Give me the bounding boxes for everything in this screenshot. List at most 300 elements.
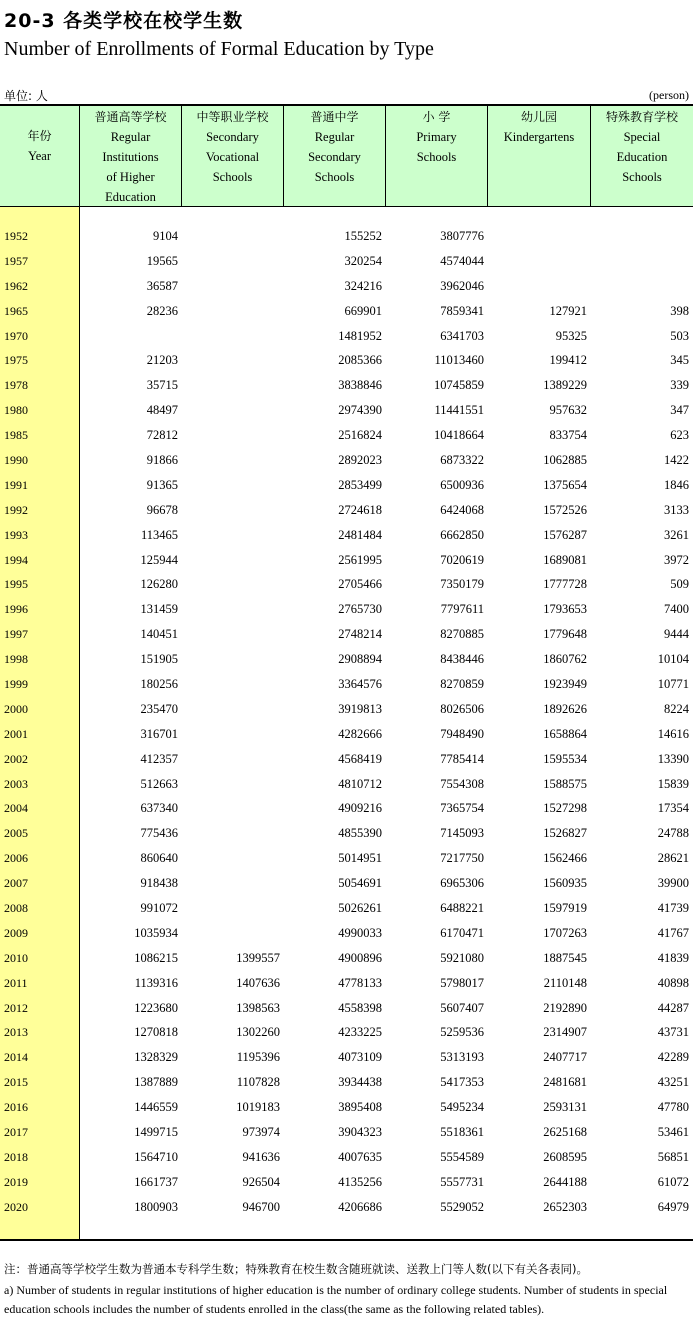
- value-cell: 1139316: [134, 975, 178, 990]
- value-cell: 1658864: [543, 726, 587, 741]
- value-cell: 1407636: [236, 975, 280, 990]
- value-cell: 3919813: [338, 701, 382, 716]
- value-cell: 3934438: [338, 1075, 382, 1090]
- value-cell: 39900: [657, 876, 689, 891]
- value-cell: 4810712: [338, 776, 382, 791]
- value-cell: 8224: [664, 701, 689, 716]
- value-cell: 1062885: [543, 452, 587, 467]
- year-cell: 2007: [4, 876, 28, 891]
- year-cell: 1991: [4, 477, 28, 492]
- table-row: [0, 1195, 693, 1220]
- value-cell: 946700: [242, 1199, 280, 1214]
- table-body: [0, 224, 693, 1220]
- value-cell: 6500936: [440, 477, 484, 492]
- value-cell: 5529052: [440, 1199, 484, 1214]
- value-cell: 43731: [657, 1025, 689, 1040]
- year-cell: 2008: [4, 900, 28, 915]
- value-cell: 503: [670, 328, 689, 343]
- column-header-cn: 普通高等学校: [94, 110, 167, 124]
- value-cell: 199412: [549, 353, 587, 368]
- column-header-en: Schools: [314, 170, 355, 184]
- value-cell: 5518361: [440, 1125, 484, 1139]
- value-cell: 941636: [242, 1149, 280, 1164]
- value-cell: 3838846: [338, 378, 382, 393]
- table-row: [0, 473, 693, 498]
- value-cell: 151905: [140, 652, 178, 667]
- value-cell: 2853499: [338, 477, 382, 492]
- value-cell: 1564710: [134, 1149, 178, 1164]
- value-cell: 7797611: [440, 602, 484, 617]
- year-cell: 2004: [4, 801, 28, 816]
- value-cell: 7859341: [440, 303, 484, 318]
- year-cell: 2014: [4, 1050, 28, 1065]
- value-cell: 1302260: [236, 1025, 280, 1040]
- value-cell: 1499715: [134, 1125, 178, 1139]
- value-cell: 6170471: [440, 925, 484, 940]
- value-cell: 7785414: [440, 751, 484, 766]
- column-header-2: [182, 106, 284, 206]
- table-header: [0, 106, 693, 207]
- value-cell: 21203: [146, 353, 178, 368]
- value-cell: 3807776: [440, 228, 484, 243]
- value-cell: 1800903: [134, 1199, 178, 1214]
- value-cell: 1195396: [236, 1050, 280, 1065]
- year-cell: 1962: [4, 278, 28, 293]
- year-cell: 2009: [4, 925, 28, 940]
- value-cell: 1779648: [543, 627, 587, 642]
- value-cell: 4909216: [338, 801, 382, 816]
- value-cell: 3364576: [338, 676, 382, 691]
- value-cell: 973974: [242, 1125, 280, 1139]
- year-cell: 2000: [4, 701, 28, 716]
- value-cell: 3904323: [338, 1125, 382, 1139]
- value-cell: 6965306: [440, 876, 484, 891]
- value-cell: 1777728: [543, 577, 587, 592]
- value-cell: 235470: [140, 701, 178, 716]
- column-header-en: Regular: [110, 130, 151, 144]
- year-cell: 1997: [4, 627, 28, 642]
- value-cell: 1481952: [338, 328, 382, 343]
- year-cell: 2020: [4, 1199, 28, 1214]
- value-cell: 10104: [657, 652, 689, 667]
- column-header-5: [488, 106, 591, 206]
- year-cell: 1970: [4, 328, 28, 343]
- value-cell: 512663: [140, 776, 178, 791]
- value-cell: 1526827: [543, 826, 587, 841]
- value-cell: 324216: [344, 278, 382, 293]
- year-cell: 2012: [4, 1000, 28, 1015]
- year-cell: 2006: [4, 851, 28, 866]
- value-cell: 3261: [664, 527, 689, 542]
- table-row: [0, 572, 693, 597]
- value-cell: 2593131: [543, 1100, 587, 1115]
- value-cell: 64979: [657, 1199, 689, 1214]
- value-cell: 4135256: [338, 1174, 382, 1189]
- value-cell: 36587: [146, 278, 178, 293]
- value-cell: 4282666: [338, 726, 382, 741]
- value-cell: 28621: [657, 851, 689, 866]
- value-cell: 2110148: [543, 975, 587, 990]
- value-cell: 13390: [657, 751, 689, 766]
- table-row: [0, 821, 693, 846]
- table-row: [0, 249, 693, 274]
- value-cell: 2974390: [338, 403, 382, 418]
- table-row: [0, 448, 693, 473]
- value-cell: 3895408: [338, 1100, 382, 1115]
- table-row: [0, 597, 693, 622]
- year-cell: 1980: [4, 403, 28, 418]
- column-header-4: [386, 106, 488, 206]
- value-cell: 10771: [657, 676, 689, 691]
- table-row: [0, 348, 693, 373]
- column-header-en: Institutions: [102, 150, 159, 164]
- value-cell: 5557731: [440, 1174, 484, 1189]
- year-cell: 1998: [4, 652, 28, 667]
- year-cell: 2016: [4, 1100, 28, 1115]
- table-row: [0, 747, 693, 772]
- value-cell: 6873322: [440, 452, 484, 467]
- value-cell: 35715: [146, 378, 178, 393]
- value-cell: 126280: [140, 577, 178, 592]
- column-header-en: Vocational: [205, 150, 260, 164]
- value-cell: 91866: [146, 452, 178, 467]
- value-cell: 24788: [657, 826, 689, 841]
- value-cell: 8270859: [440, 676, 484, 691]
- table-row: [0, 1170, 693, 1195]
- value-cell: 47780: [657, 1100, 689, 1115]
- value-cell: 7554308: [440, 776, 484, 791]
- column-header-en: of Higher: [106, 170, 155, 184]
- value-cell: 1661737: [134, 1174, 178, 1189]
- year-cell: 2015: [4, 1075, 28, 1090]
- value-cell: 6488221: [440, 900, 484, 915]
- value-cell: 96678: [146, 502, 178, 517]
- value-cell: 180256: [140, 676, 178, 691]
- year-cell: 1992: [4, 502, 28, 517]
- value-cell: 412357: [140, 751, 178, 766]
- column-header-cn: 小 学: [422, 110, 451, 124]
- year-cell: 1985: [4, 428, 28, 443]
- footnote-cn: 注：普通高等学校学生数为普通本专科学生数；特殊教育在校生数含随班就读、送教上门等人数(以下有关各表同)。: [4, 1262, 588, 1276]
- value-cell: 42289: [657, 1050, 689, 1065]
- value-cell: 2644188: [543, 1174, 587, 1189]
- value-cell: 2625168: [543, 1125, 587, 1139]
- year-cell: 1952: [4, 228, 28, 243]
- year-cell: 2002: [4, 751, 28, 766]
- value-cell: 15839: [657, 776, 689, 791]
- column-header-en: Primary: [416, 130, 457, 144]
- value-cell: 5798017: [440, 975, 484, 990]
- value-cell: 2481681: [543, 1075, 587, 1090]
- table-row: [0, 373, 693, 398]
- value-cell: 1035934: [134, 925, 178, 940]
- value-cell: 1689081: [543, 552, 587, 567]
- table-bottom-rule: [0, 1239, 693, 1241]
- value-cell: 4206686: [338, 1199, 382, 1214]
- value-cell: 1399557: [236, 950, 280, 965]
- value-cell: 957632: [549, 403, 587, 418]
- year-cell: 1994: [4, 552, 28, 567]
- value-cell: 775436: [140, 826, 178, 841]
- year-cell: 1990: [4, 452, 28, 467]
- value-cell: 1422: [664, 452, 689, 467]
- table-row: [0, 274, 693, 299]
- table-row: [0, 946, 693, 971]
- value-cell: 5259536: [440, 1025, 484, 1040]
- value-cell: 833754: [549, 428, 587, 443]
- value-cell: 2908894: [338, 652, 382, 667]
- table-row: [0, 896, 693, 921]
- table-row: [0, 548, 693, 573]
- column-header-en: Education: [105, 190, 156, 204]
- value-cell: 1398563: [236, 1000, 280, 1015]
- year-cell: 2003: [4, 776, 28, 791]
- column-header-en: Education: [616, 150, 668, 164]
- value-cell: 1086215: [134, 950, 178, 965]
- table-row: [0, 796, 693, 821]
- value-cell: 3972: [664, 552, 689, 567]
- value-cell: 2516824: [338, 428, 382, 443]
- value-cell: 61072: [657, 1174, 689, 1189]
- value-cell: 5554589: [440, 1149, 484, 1164]
- value-cell: 11441551: [434, 403, 484, 418]
- value-cell: 91365: [146, 477, 178, 492]
- value-cell: 2561995: [338, 552, 382, 567]
- column-header-en: Kindergartens: [503, 130, 575, 144]
- value-cell: 7217750: [440, 851, 484, 866]
- value-cell: 4900896: [338, 950, 382, 965]
- value-cell: 5313193: [440, 1050, 484, 1065]
- value-cell: 2748214: [338, 627, 382, 642]
- value-cell: 1560935: [543, 876, 587, 891]
- table-row: [0, 1120, 693, 1145]
- column-header-en: Schools: [212, 170, 253, 184]
- value-cell: 17354: [657, 801, 689, 816]
- value-cell: 7350179: [440, 577, 484, 592]
- value-cell: 316701: [140, 726, 178, 741]
- value-cell: 926504: [242, 1174, 280, 1189]
- value-cell: 623: [670, 428, 689, 443]
- value-cell: 5417353: [440, 1075, 484, 1090]
- value-cell: 2407717: [543, 1050, 587, 1065]
- year-cell: 1993: [4, 527, 28, 542]
- value-cell: 1576287: [543, 527, 587, 542]
- value-cell: 7365754: [440, 801, 484, 816]
- value-cell: 2892023: [338, 452, 382, 467]
- value-cell: 339: [670, 378, 689, 393]
- value-cell: 5014951: [338, 851, 382, 866]
- value-cell: 4574044: [440, 253, 484, 268]
- table-row: [0, 523, 693, 548]
- value-cell: 1527298: [543, 801, 587, 816]
- column-header-en: Schools: [622, 170, 662, 184]
- value-cell: 509: [670, 577, 689, 592]
- value-cell: 44287: [657, 1000, 689, 1015]
- table-row: [0, 1095, 693, 1120]
- column-header-cn: 中等职业学校: [196, 110, 269, 124]
- table-row: [0, 398, 693, 423]
- column-header-cn: 幼儿园: [520, 110, 557, 124]
- value-cell: 5495234: [440, 1100, 484, 1115]
- page-title-en: Number of Enrollments of Formal Education by Type: [4, 38, 434, 60]
- table-row: [0, 324, 693, 349]
- value-cell: 5607407: [440, 1000, 484, 1015]
- value-cell: 669901: [344, 303, 382, 318]
- value-cell: 1270818: [134, 1025, 178, 1040]
- value-cell: 40898: [657, 975, 689, 990]
- value-cell: 4568419: [338, 751, 382, 766]
- value-cell: 7400: [664, 602, 689, 617]
- value-cell: 1223680: [134, 1000, 178, 1015]
- value-cell: 155252: [344, 228, 382, 243]
- value-cell: 2608595: [543, 1149, 587, 1164]
- value-cell: 2192890: [543, 1000, 587, 1015]
- value-cell: 1892626: [543, 701, 587, 716]
- value-cell: 41839: [657, 950, 689, 965]
- value-cell: 8270885: [440, 627, 484, 642]
- value-cell: 11013460: [434, 353, 484, 368]
- value-cell: 19565: [146, 253, 178, 268]
- value-cell: 2481484: [338, 527, 382, 542]
- table-row: [0, 772, 693, 797]
- year-cell: 2005: [4, 826, 28, 841]
- value-cell: 1597919: [543, 900, 587, 915]
- value-cell: 918438: [140, 876, 178, 891]
- value-cell: 53461: [657, 1125, 689, 1139]
- table-row: [0, 1070, 693, 1095]
- table-row: [0, 971, 693, 996]
- year-cell: 2018: [4, 1149, 28, 1164]
- table-row: [0, 1021, 693, 1046]
- value-cell: 1328329: [134, 1050, 178, 1065]
- value-cell: 72812: [146, 428, 178, 443]
- value-cell: 9444: [664, 627, 689, 642]
- value-cell: 3962046: [440, 278, 484, 293]
- value-cell: 8438446: [440, 652, 484, 667]
- value-cell: 140451: [140, 627, 178, 642]
- value-cell: 1595534: [543, 751, 587, 766]
- value-cell: 4990033: [338, 925, 382, 940]
- table-row: [0, 697, 693, 722]
- table-row: [0, 622, 693, 647]
- column-header-cn: 特殊教育学校: [605, 110, 678, 124]
- page-title-cn: 20-3 各类学校在校学生数: [4, 10, 244, 32]
- year-cell: 1978: [4, 378, 28, 393]
- value-cell: 7145093: [440, 826, 484, 841]
- value-cell: 2705466: [338, 577, 382, 592]
- year-cell: 2011: [4, 975, 28, 990]
- value-cell: 398: [670, 303, 689, 318]
- value-cell: 131459: [140, 602, 178, 617]
- value-cell: 1860762: [543, 652, 587, 667]
- value-cell: 127921: [549, 303, 587, 318]
- table-row: [0, 224, 693, 249]
- value-cell: 10745859: [434, 378, 484, 393]
- column-header-en: Schools: [416, 150, 457, 164]
- year-cell: 1996: [4, 602, 28, 617]
- table-row: [0, 1045, 693, 1070]
- value-cell: 8026506: [440, 701, 484, 716]
- value-cell: 4558398: [338, 1000, 382, 1015]
- column-header-1: [80, 106, 182, 206]
- unit-label-cn: 单位: 人: [4, 89, 48, 103]
- value-cell: 28236: [146, 303, 178, 318]
- value-cell: 4778133: [338, 975, 382, 990]
- value-cell: 4855390: [338, 826, 382, 841]
- table-row: [0, 299, 693, 324]
- value-cell: 41767: [657, 925, 689, 940]
- value-cell: 2085366: [338, 353, 382, 368]
- value-cell: 1019183: [236, 1100, 280, 1115]
- value-cell: 113465: [140, 527, 178, 542]
- column-header-en: Secondary: [206, 130, 259, 144]
- year-cell: 2013: [4, 1025, 28, 1040]
- year-cell: 1975: [4, 353, 28, 368]
- value-cell: 6662850: [440, 527, 484, 542]
- year-cell: 1957: [4, 253, 28, 268]
- value-cell: 9104: [153, 228, 178, 243]
- year-cell: 2019: [4, 1174, 28, 1189]
- column-header-en: Special: [623, 130, 661, 144]
- table-row: [0, 423, 693, 448]
- value-cell: 1588575: [543, 776, 587, 791]
- value-cell: 1387889: [134, 1075, 178, 1090]
- value-cell: 637340: [140, 801, 178, 816]
- value-cell: 3133: [664, 502, 689, 517]
- year-cell: 1965: [4, 303, 28, 318]
- value-cell: 10418664: [434, 428, 484, 443]
- value-cell: 1923949: [543, 676, 587, 691]
- column-header-en: Regular: [314, 130, 355, 144]
- value-cell: 2652303: [543, 1199, 587, 1214]
- value-cell: 320254: [344, 253, 382, 268]
- column-header-3: [284, 106, 386, 206]
- table-row: [0, 722, 693, 747]
- value-cell: 1562466: [543, 851, 587, 866]
- year-cell: 1999: [4, 676, 28, 691]
- column-header-6: [591, 106, 693, 206]
- value-cell: 2314907: [543, 1025, 587, 1040]
- value-cell: 7020619: [440, 552, 484, 567]
- value-cell: 6424068: [440, 502, 484, 517]
- value-cell: 41739: [657, 900, 689, 915]
- value-cell: 5054691: [338, 876, 382, 891]
- table-row: [0, 871, 693, 896]
- value-cell: 1107828: [236, 1075, 280, 1090]
- value-cell: 4073109: [338, 1050, 382, 1065]
- table-row: [0, 647, 693, 672]
- table-row: [0, 846, 693, 871]
- value-cell: 95325: [555, 328, 587, 343]
- table-row: [0, 921, 693, 946]
- value-cell: 1887545: [543, 950, 587, 965]
- value-cell: 1707263: [543, 925, 587, 940]
- value-cell: 1389229: [543, 378, 587, 393]
- value-cell: 6341703: [440, 328, 484, 343]
- value-cell: 2765730: [338, 602, 382, 617]
- value-cell: 5026261: [338, 900, 382, 915]
- table-row: [0, 498, 693, 523]
- value-cell: 1572526: [543, 502, 587, 517]
- value-cell: 1375654: [543, 477, 587, 492]
- year-cell: 2010: [4, 950, 28, 965]
- value-cell: 991072: [140, 900, 178, 915]
- value-cell: 2724618: [338, 502, 382, 517]
- value-cell: 43251: [657, 1075, 689, 1090]
- value-cell: 1446559: [134, 1100, 178, 1115]
- footnote-en: a) Number of students in regular institutions of higher education is the number of ordinary college students. Number of students in special education schools includes the number of students enrolled in the class(the same as the following related tables).: [4, 1283, 668, 1316]
- value-cell: 7948490: [440, 726, 484, 741]
